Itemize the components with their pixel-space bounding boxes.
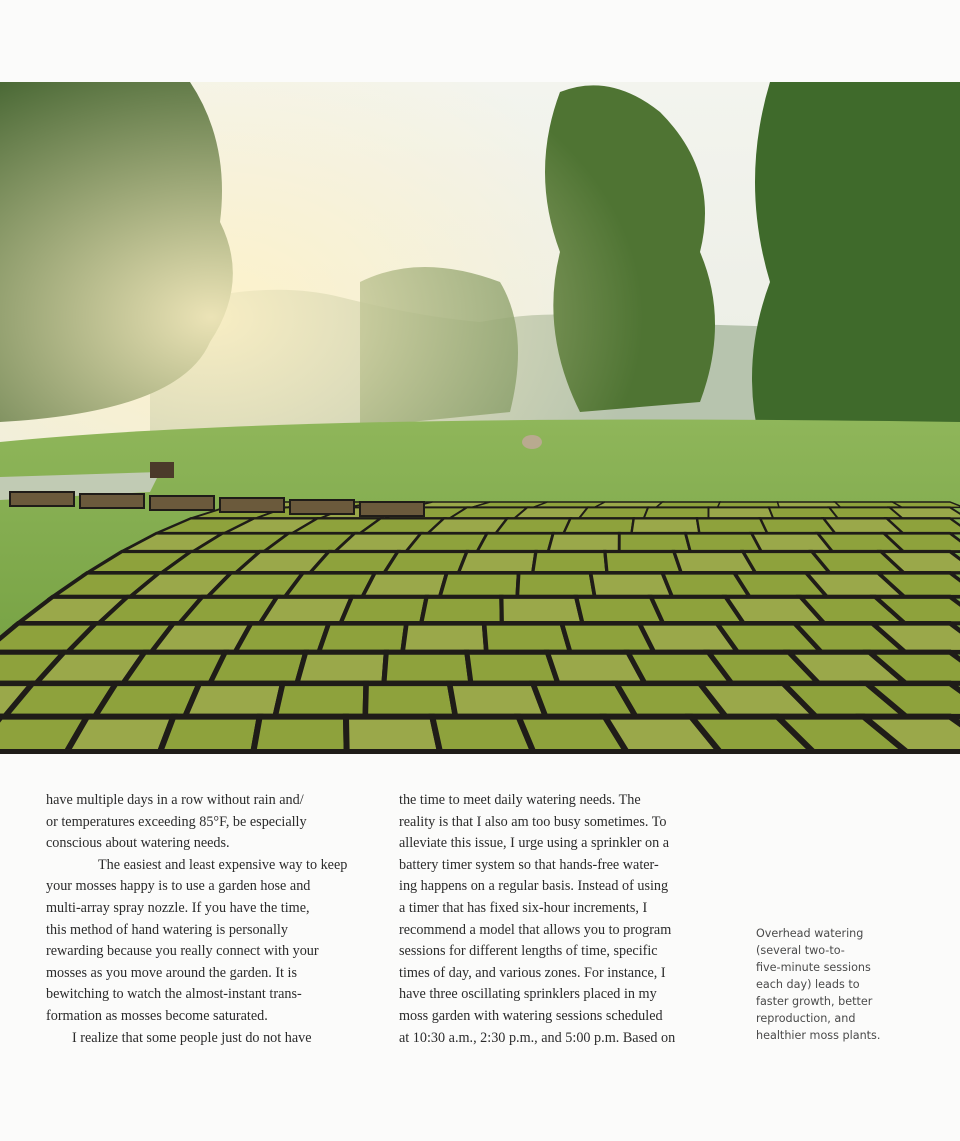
moss-tray [275,683,366,716]
text-line: sessions for different lengths of time, specific [399,943,658,960]
text-line: times of day, and various zones. For instance, I [399,964,666,981]
moss-tray [591,573,673,597]
moss-tray [319,623,407,652]
moss-tray [708,507,773,518]
body-column-1 [46,790,376,1049]
text-line: a timer that has fixed six-hour increments, I [399,899,648,916]
text-line: multi-array spray nozzle. If you have the time, [46,899,310,916]
moss-tray [619,533,690,551]
moss-tray [697,518,767,533]
moss-tray [564,518,634,533]
moss-tray [235,623,329,652]
moss-tray [297,652,386,683]
moss-tray [185,683,283,716]
text-line: have multiple days in a row without rain and/ [46,792,304,808]
text-line: bewitching to watch the almost-instant trans- [46,986,302,1003]
moss-tray [501,597,582,624]
moss-tray [67,717,174,752]
moss-tray [384,652,471,683]
caption-line: reproduction, and [756,1012,856,1025]
moss-tray [632,518,700,533]
moss-tray [260,597,352,624]
moss-tray [341,597,427,624]
text-line: at 10:30 a.m., 2:30 p.m., and 5:00 p.m. Based on [399,1029,676,1046]
caption-line: healthier moss plants. [756,1029,881,1042]
moss-tray [467,652,558,683]
caption-line: faster growth, better [756,995,873,1008]
moss-tray [95,683,199,716]
moss-tray [160,717,260,752]
caption-line: (several two-to- [756,944,845,957]
caption-line: Overhead watering [756,927,864,940]
text-line: your mosses happy is to use a garden hose and [46,878,311,895]
empty-tray [80,494,144,508]
moss-tray [548,533,619,551]
moss-tray [421,597,502,624]
text-line: reality is that I also am too busy sometimes. To [399,813,667,830]
text-line: rewarding because you really connect with your [46,943,319,960]
text-line: have three oscillating sprinklers placed in my [399,986,657,1003]
text-line: ing happens on a regular basis. Instead of using [399,878,669,895]
text-line: mosses as you move around the garden. It is [46,964,297,981]
caption-line: each day) leads to [756,978,860,991]
moss-tray [440,573,519,597]
text-line: recommend a model that allows you to program [399,921,672,938]
empty-tray [10,492,74,506]
moss-garden-photo [0,82,960,754]
moss-tray [406,533,487,551]
text-line: alleviate this issue, I urge using a sprinkler on a [399,835,670,852]
moss-tray [644,507,709,518]
text-line: conscious about watering needs. [46,835,230,852]
text-line: I realize that some people just do not have [72,1029,312,1046]
text-line: The easiest and least expensive way to keep [98,856,348,873]
moss-tray [484,623,570,652]
empty-tray [360,502,424,516]
moss-tray [769,507,838,518]
empty-tray [150,496,214,510]
moss-tray [477,533,553,551]
text-line: the time to meet daily watering needs. The [399,792,641,808]
text-line: formation as mosses become saturated. [46,1007,268,1024]
text-line: battery timer system so that hands-free water- [399,856,659,873]
moss-tray [576,597,663,624]
moss-tray [496,518,571,533]
moss-tray [514,507,587,518]
moss-tray [605,552,681,573]
moss-tray [890,507,960,518]
moss-tray [365,683,455,716]
empty-tray [220,498,284,512]
text-line: moss garden with watering sessions scheduled [399,1007,663,1024]
moss-tray [685,533,761,551]
moss-tray [579,507,648,518]
moss-tray [403,623,487,652]
moss-tray [450,683,546,716]
body-column-2 [399,790,729,1049]
caption-line: five-minute sessions [756,961,871,974]
photo-caption [756,925,936,1044]
moss-tray [362,573,446,597]
moss-tray [458,552,535,573]
moss-tray [533,552,607,573]
empty-tray [290,500,354,514]
moss-tray [253,717,346,752]
moss-tray [210,652,306,683]
moss-tray [517,573,594,597]
moss-tray [384,552,467,573]
moss-tray [285,573,375,597]
text-line: or temperatures exceeding 85°F, be especially [46,813,307,830]
text-line: this method of hand watering is personally [46,921,288,938]
moss-tray [346,717,440,752]
